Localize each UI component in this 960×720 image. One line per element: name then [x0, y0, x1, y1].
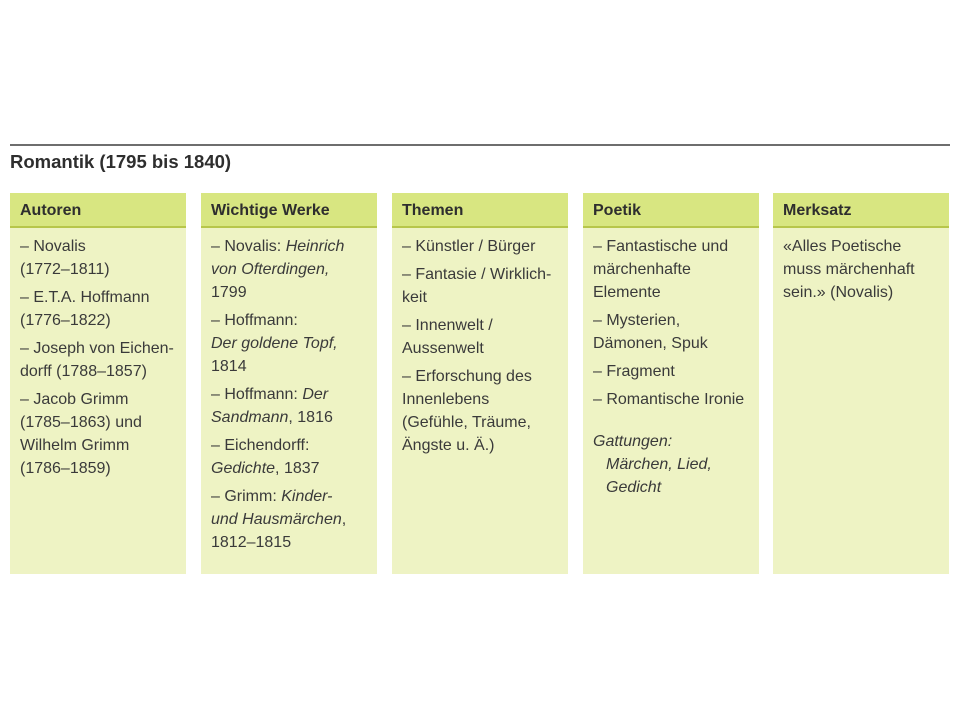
item-line: Dämonen, Spuk [593, 335, 708, 352]
quote-line: sein.» (Novalis) [783, 284, 894, 301]
quote-line: «Alles Poetische [783, 238, 902, 255]
item-line: Wilhelm Grimm [20, 437, 130, 454]
list-item [211, 309, 369, 378]
list-item [402, 365, 560, 457]
item-line: – Fragment [593, 363, 675, 380]
item-line: 1799 [211, 284, 247, 301]
column-poetik [583, 193, 759, 574]
item-line: (1786–1859) [20, 460, 111, 477]
gattungen-line: Märchen, Lied, [606, 456, 712, 473]
item-line: Der goldene Topf, [211, 335, 338, 352]
item-line: – Erforschung des [402, 368, 532, 385]
list-item [593, 388, 751, 411]
gattungen-label: Gattungen: [593, 433, 673, 450]
list-item [402, 263, 560, 309]
item-line: – E.T.A. Hoffmann [20, 289, 150, 306]
list-item [211, 485, 369, 554]
list-item [593, 360, 751, 383]
list-item [211, 434, 369, 480]
list-item [211, 383, 369, 429]
list-item [211, 235, 369, 304]
list-item [593, 309, 751, 355]
item-line: – Fantastische und [593, 238, 729, 255]
item-line: – Hoffmann: Der [211, 386, 329, 403]
page-title: Romantik (1795 bis 1840) [10, 151, 232, 172]
item-line: – Novalis [20, 238, 86, 255]
list-item [402, 314, 560, 360]
item-line: Elemente [593, 284, 661, 301]
list-item [20, 235, 178, 281]
item-line: – Grimm: Kinder- [211, 488, 333, 505]
column-heading-merksatz: Merksatz [773, 193, 949, 228]
item-line: – Jacob Grimm [20, 391, 129, 408]
title-rule [10, 144, 950, 146]
item-line: und Hausmärchen, [211, 511, 347, 528]
column-autoren [10, 193, 186, 574]
item-line: (1772–1811) [20, 261, 110, 278]
item-line: von Ofterdingen, [211, 261, 330, 278]
gattungen-line: Gedicht [606, 479, 662, 496]
column-merksatz [773, 193, 949, 574]
item-line: – Joseph von Eichen- [20, 340, 174, 357]
column-heading-autoren: Autoren [10, 193, 186, 228]
column-heading-werke: Wichtige Werke [201, 193, 377, 228]
list-item [20, 337, 178, 383]
item-line: keit [402, 289, 427, 306]
item-line: – Fantasie / Wirklich- [402, 266, 552, 283]
column-heading-poetik: Poetik [583, 193, 759, 228]
item-line: (Gefühle, Träume, [402, 414, 531, 431]
item-line: Aussenwelt [402, 340, 484, 357]
item-line: 1814 [211, 358, 247, 375]
item-line: Sandmann, 1816 [211, 409, 333, 426]
item-line: 1812–1815 [211, 534, 292, 551]
item-line: (1776–1822) [20, 312, 111, 329]
item-line: – Mysterien, [593, 312, 681, 329]
item-line: – Hoffmann: [211, 312, 298, 329]
item-line: dorff (1788–1857) [20, 363, 147, 380]
list-item [20, 286, 178, 332]
column-themen [392, 193, 568, 574]
quote-line: muss märchenhaft [783, 261, 915, 278]
item-line: (1785–1863) und [20, 414, 142, 431]
item-line: – Novalis: Heinrich [211, 238, 345, 255]
item-line: – Künstler / Bürger [402, 238, 536, 255]
list-item [20, 388, 178, 480]
list-item [402, 235, 560, 258]
item-line: Innenlebens [402, 391, 490, 408]
item-line: märchenhafte [593, 261, 691, 278]
item-line: – Romantische Ironie [593, 391, 745, 408]
merksatz-quote [773, 228, 949, 304]
column-werke [201, 193, 377, 574]
item-line: – Eichendorff: [211, 437, 310, 454]
column-heading-themen: Themen [392, 193, 568, 228]
item-line: Gedichte, 1837 [211, 460, 320, 477]
item-line: Ängste u. Ä.) [402, 437, 495, 454]
list-item [593, 235, 751, 304]
item-line: – Innenwelt / [402, 317, 493, 334]
